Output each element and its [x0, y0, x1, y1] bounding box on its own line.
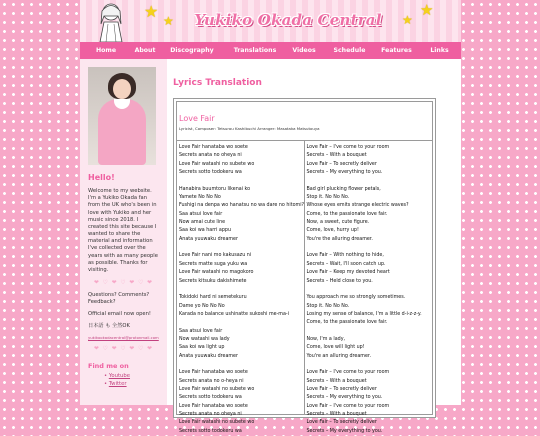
lyric-line: [307, 177, 431, 185]
lyric-line: Love Fair – I've come to your room: [306, 403, 390, 409]
nav-home[interactable]: Home: [95, 47, 117, 54]
lyric-line: Bad girl plucking flower petals,: [306, 186, 381, 192]
star-icon: ★: [144, 2, 159, 21]
lyric-line: Love Fair – To secretly deliver: [306, 386, 377, 392]
lyric-line: Yamete No No No: [179, 195, 221, 201]
lyric-line: Secrets anata no o-heya ni: [179, 378, 244, 384]
romaji-lyrics: [177, 141, 305, 434]
lyric-line: Saa atsui love fair: [179, 211, 223, 217]
lyric-line: Come, love will light up!: [306, 345, 365, 351]
lyric-line: Secrets – With a bouquet: [306, 153, 367, 159]
lyric-line: Stop it. No No No.: [306, 303, 350, 309]
english-lyrics: [305, 141, 433, 434]
lyric-line: Love Fair watashi no subete wo: [179, 420, 255, 426]
lyric-line: Love Fair watashi no subete wo: [179, 161, 255, 167]
lyric-line: Secrets – My everything to you.: [306, 395, 383, 401]
nav-translations[interactable]: Translations: [233, 47, 277, 54]
lyric-line: Love Fair – I've come to your room: [306, 145, 390, 150]
lyric-line: Secrets – My everything to you.: [306, 170, 383, 176]
lyric-line: Secrets – With a bouquet: [306, 412, 367, 417]
lyric-line: Love Fair hanataba wo soete: [179, 403, 248, 409]
lyric-line: Saa koi wa harri appu: [179, 228, 232, 234]
lyric-line: Love Fair watashi no subete wo: [179, 386, 255, 392]
hearts-divider: ❤ ♡ ❤ ♡ ❤ ♡ ❤: [93, 346, 154, 353]
lyric-line: Love Fair – Keep my devoted heart: [306, 270, 390, 276]
lyric-line: Secrets – With a bouquet: [306, 378, 367, 384]
lyric-line: [307, 328, 431, 336]
lyric-line: Love Fair – I've come to your room: [306, 370, 390, 376]
star-icon: ★: [163, 14, 174, 28]
main-content: [167, 59, 461, 434]
lyric-line: Love Fair – With nothing to hide,: [306, 253, 384, 259]
lyric-line: Saa koi wa light up: [179, 345, 225, 351]
main-nav: [80, 42, 461, 59]
profile-photo: [88, 67, 156, 165]
contact-email-link[interactable]: yukikookadacentral@protonmail.com: [88, 335, 159, 341]
lyric-line: Love Fair – To secretly deliver: [306, 420, 377, 426]
lyric-line: Love Fair watashi no magokoro: [179, 270, 254, 276]
lyric-line: Come, love, hurry up!: [306, 228, 359, 234]
lyric-line: Saa atsui love fair: [179, 328, 223, 334]
lyric-line: Now watashi wa lady: [179, 336, 230, 342]
lyric-line: [307, 244, 431, 252]
lyric-line: Anata yuuwaku dreamer: [179, 236, 238, 242]
lyric-line: [307, 361, 431, 369]
lyric-line: [179, 319, 302, 327]
site-header: [80, 0, 461, 42]
lyric-line: Losing my sense of balance, I'm a little d-i-z-z-y.: [306, 311, 422, 317]
lyric-line: [179, 244, 302, 252]
lyric-line: Love Fair hanataba wo soete: [179, 145, 248, 150]
lyric-line: Hanabira buumtoru likenai ko: [179, 186, 251, 192]
page: [80, 0, 461, 434]
lyric-line: [307, 286, 431, 294]
nav-features[interactable]: Features: [381, 47, 412, 54]
lyric-line: Now, a sweet, cute figure.: [306, 220, 370, 226]
page-title: Lyrics Translation: [173, 78, 262, 88]
song-title: Love Fair: [179, 114, 215, 123]
site-title[interactable]: Yukiko Okada Central: [194, 11, 382, 29]
lyric-line: Tokidoki hard ni semetekuru: [179, 295, 247, 301]
lyric-line: Dame yo No No No: [179, 303, 225, 309]
star-icon: ★: [420, 1, 434, 19]
lyric-line: Love Fair – To secretly deliver: [306, 161, 377, 167]
star-icon: ★: [402, 13, 413, 27]
lyrics-table: [173, 98, 436, 434]
lyric-line: Secrets anata no oheya ni: [179, 412, 242, 417]
sidebar-hello-heading: Hello!: [88, 173, 115, 182]
lyric-line: Come, to the passionate love fair.: [306, 320, 388, 326]
lyric-line: Stop it. No No No.: [306, 195, 350, 201]
nav-videos[interactable]: Videos: [292, 47, 316, 54]
find-me-heading: Find me on: [88, 362, 129, 371]
lyric-line: Whose eyes emits strange electric waves?: [306, 203, 409, 209]
lyric-line: Anata yuuwaku dreamer: [179, 353, 238, 359]
lyric-line: Come, to the passionate love fair.: [306, 211, 388, 217]
lyric-line: Secrets kitsuku dakishimete: [179, 278, 247, 284]
lyric-line: Secrets matte suga yuku wa: [179, 261, 248, 267]
sidebar: [80, 59, 167, 405]
sidebar-japanese-ok: 日本語 も 全然OK: [88, 323, 130, 330]
nav-links[interactable]: Links: [430, 47, 449, 54]
sidebar-email-open: Official email now open!: [88, 311, 151, 318]
find-me-list: • Youtube • Twitter: [104, 373, 130, 388]
lyric-line: Secrets – My everything to you.: [306, 428, 383, 434]
anime-girl-icon: [94, 2, 128, 42]
lyric-line: Secrets sotto todokeru wa: [179, 170, 242, 176]
lyric-line: Karada no balance ushinatte sukoshi me-ma-i: [179, 311, 289, 317]
hearts-divider: ❤ ♡ ❤ ♡ ❤ ♡ ❤: [93, 280, 154, 287]
youtube-link[interactable]: Youtube: [108, 373, 130, 380]
lyric-line: You're an alluring dreamer.: [306, 353, 371, 359]
sidebar-intro: Welcome to my website. I'm a Yukiko Okada fan from the UK who's been in love with Yukiko and her music since 2018. I created this site because I wanted to share the material and information I've collected over the years with as many people as possible. Thanks for visiting.: [88, 188, 158, 273]
lyric-line: Secrets sotto todokeru wa: [179, 428, 242, 434]
lyric-line: You're the alluring dreamer.: [306, 236, 373, 242]
twitter-link[interactable]: Twitter: [108, 381, 127, 388]
sidebar-questions: Questions? Comments? Feedback?: [88, 292, 150, 306]
nav-about[interactable]: About: [134, 47, 156, 54]
nav-discography[interactable]: Discography: [170, 47, 214, 54]
lyric-line: Now, I'm a lady,: [306, 336, 346, 342]
song-credits: Lyricist, Composer: Tetsurou Kashibuchi Arranger: Masataka Matsutouya: [179, 126, 320, 131]
lyric-line: Love Fair nani mo kakusazu ni: [179, 253, 252, 259]
lyric-line: Now amai cute line: [179, 220, 226, 226]
nav-schedule[interactable]: Schedule: [333, 47, 366, 54]
lyric-line: Secrets anata no oheya ni: [179, 153, 242, 159]
lyric-line: Fushigi na denpa wo hanatsu no wa dare no hitomi?: [179, 203, 305, 209]
song-header: [177, 102, 432, 141]
lyric-line: Secrets – Held close to you.: [306, 278, 373, 284]
lyric-line: Love Fair hanataba wo soete: [179, 370, 248, 376]
lyric-line: You approach me so strongly sometimes.: [306, 295, 406, 301]
lyric-line: [179, 361, 302, 369]
lyric-line: Secrets sotto todokeru wa: [179, 395, 242, 401]
lyric-line: Secrets – Wait, I'll soon catch up.: [306, 261, 386, 267]
lyric-line: [179, 177, 302, 185]
lyric-line: [179, 286, 302, 294]
